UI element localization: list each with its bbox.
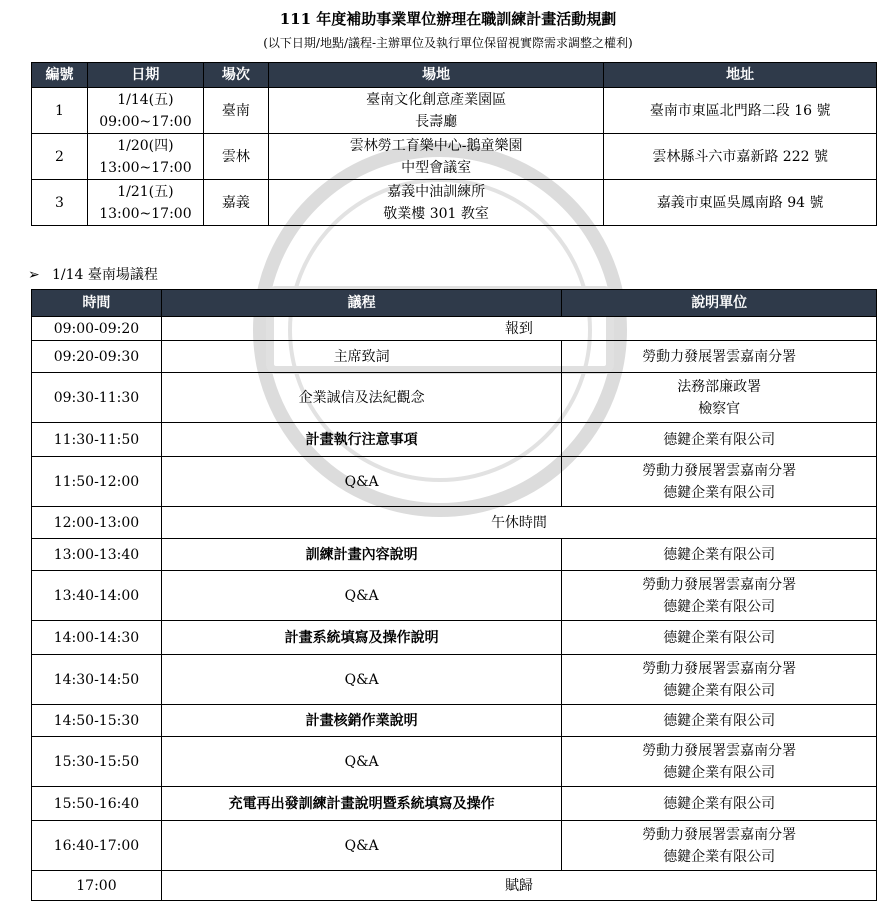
unit-line: 德鍵企業有限公司: [663, 848, 776, 865]
cell-item: 計畫執行注意事項: [161, 423, 562, 457]
cell-time: 14:50-15:30: [32, 705, 162, 737]
cell-unit: [562, 821, 877, 871]
cell-time: 09:00-09:20: [32, 317, 162, 341]
unit-line: 法務部廉政署: [677, 378, 762, 395]
cell-item: Q&A: [161, 821, 562, 871]
col-header-time: 時間: [32, 290, 162, 317]
unit-line: 德鍵企業有限公司: [663, 484, 776, 501]
table-row: [32, 88, 877, 134]
cell-session: 嘉義: [203, 180, 268, 226]
agenda-body: [32, 317, 877, 901]
cell-item: 計畫系統填寫及操作說明: [161, 621, 562, 655]
cell-no: 3: [32, 180, 88, 226]
agenda-heading: [28, 264, 158, 284]
table-row: [32, 821, 877, 871]
unit-line: 德鍵企業有限公司: [663, 682, 776, 699]
agenda-table: [31, 289, 877, 901]
table-row: [32, 317, 877, 341]
unit-line: 勞動力發展署雲嘉南分署: [642, 742, 797, 759]
table-row: [32, 621, 877, 655]
cell-item: 充電再出發訓練計畫說明暨系統填寫及操作: [161, 787, 562, 821]
cell-time: 09:20-09:30: [32, 341, 162, 373]
venue-room: 敬業樓 301 教室: [383, 205, 489, 222]
cell-time: 09:30-11:30: [32, 373, 162, 423]
cell-item: 訓練計畫內容說明: [161, 539, 562, 571]
agenda-table-header: [32, 290, 877, 317]
unit-line: 德鍵企業有限公司: [663, 629, 776, 646]
cell-time: 15:30-15:50: [32, 737, 162, 787]
cell-time: 12:00-13:00: [32, 507, 162, 539]
cell-item: Q&A: [161, 457, 562, 507]
cell-time: 17:00: [32, 871, 162, 901]
cell-unit: [562, 705, 877, 737]
cell-session: 臺南: [203, 88, 268, 134]
unit-line: 德鍵企業有限公司: [663, 764, 776, 781]
unit-line: 勞動力發展署雲嘉南分署: [642, 576, 797, 593]
cell-item: 報到: [161, 317, 876, 341]
cell-time: 16:40-17:00: [32, 821, 162, 871]
page-title: 111 年度補助事業單位辦理在職訓練計畫活動規劃: [279, 10, 617, 28]
cell-time: 13:00-13:40: [32, 539, 162, 571]
venue-table-header: [32, 63, 877, 88]
venue-name: 雲林勞工育樂中心-鵝童樂園: [349, 137, 523, 154]
unit-line: 德鍵企業有限公司: [663, 598, 776, 615]
table-row: [32, 571, 877, 621]
cell-item: 賦歸: [161, 871, 876, 901]
cell-time: 15:50-16:40: [32, 787, 162, 821]
agenda-heading-text: 1/14 臺南場議程: [52, 267, 158, 283]
table-row: [32, 655, 877, 705]
unit-line: 勞動力發展署雲嘉南分署: [642, 348, 797, 365]
table-row: [32, 457, 877, 507]
cell-no: 1: [32, 88, 88, 134]
date-text: 1/20(四): [117, 137, 174, 154]
cell-unit: [562, 373, 877, 423]
cell-date: [87, 134, 203, 180]
time-text: 09:00~17:00: [99, 113, 192, 130]
arrow-bullet-icon: ➢: [28, 267, 40, 283]
unit-line: 德鍵企業有限公司: [663, 712, 776, 729]
venue-name: 臺南文化創意產業園區: [366, 91, 507, 108]
cell-item: 企業誠信及法紀觀念: [161, 373, 562, 423]
cell-item: 計畫核銷作業說明: [161, 705, 562, 737]
cell-unit: [562, 571, 877, 621]
cell-date: [87, 180, 203, 226]
col-header-unit: 說明單位: [562, 290, 877, 317]
table-row: [32, 787, 877, 821]
table-row: [32, 341, 877, 373]
table-row: [32, 423, 877, 457]
table-row: [32, 871, 877, 901]
cell-item: Q&A: [161, 737, 562, 787]
cell-unit: [562, 423, 877, 457]
cell-time: 11:30-11:50: [32, 423, 162, 457]
col-header-item: 議程: [161, 290, 562, 317]
unit-line: 勞動力發展署雲嘉南分署: [642, 462, 797, 479]
col-header-address: 地址: [604, 63, 877, 88]
cell-unit: [562, 341, 877, 373]
cell-time: 14:30-14:50: [32, 655, 162, 705]
venue-room: 中型會議室: [401, 159, 472, 176]
cell-time: 11:50-12:00: [32, 457, 162, 507]
table-row: [32, 737, 877, 787]
table-row: [32, 507, 877, 539]
cell-unit: [562, 539, 877, 571]
venue-name: 嘉義中油訓練所: [387, 183, 486, 200]
cell-address: 臺南市東區北門路二段 16 號: [604, 88, 877, 134]
page-subtitle: (以下日期/地點/議程-主辦單位及執行單位保留視實際需求調整之權利): [263, 36, 633, 50]
cell-address: 嘉義市東區吳鳳南路 94 號: [604, 180, 877, 226]
cell-unit: [562, 457, 877, 507]
col-header-venue: 場地: [268, 63, 604, 88]
cell-no: 2: [32, 134, 88, 180]
table-row: [32, 373, 877, 423]
cell-venue: [268, 88, 604, 134]
col-header-date: 日期: [87, 63, 203, 88]
cell-item: 主席致詞: [161, 341, 562, 373]
cell-venue: [268, 134, 604, 180]
date-text: 1/21(五): [117, 183, 174, 200]
table-row: [32, 134, 877, 180]
cell-address: 雲林縣斗六市嘉新路 222 號: [604, 134, 877, 180]
cell-time: 14:00-14:30: [32, 621, 162, 655]
venue-table: [31, 62, 877, 226]
cell-item: 午休時間: [161, 507, 876, 539]
unit-line: 德鍵企業有限公司: [663, 546, 776, 563]
col-header-no: 編號: [32, 63, 88, 88]
cell-unit: [562, 787, 877, 821]
date-text: 1/14(五): [117, 91, 174, 108]
unit-line: 德鍵企業有限公司: [663, 795, 776, 812]
table-row: [32, 180, 877, 226]
cell-unit: [562, 655, 877, 705]
cell-session: 雲林: [203, 134, 268, 180]
venue-room: 長壽廳: [415, 113, 458, 130]
unit-line: 勞動力發展署雲嘉南分署: [642, 826, 797, 843]
time-text: 13:00~17:00: [99, 205, 192, 222]
table-row: [32, 705, 877, 737]
cell-item: Q&A: [161, 571, 562, 621]
unit-line: 德鍵企業有限公司: [663, 431, 776, 448]
cell-item: Q&A: [161, 655, 562, 705]
unit-line: 檢察官: [698, 400, 741, 417]
cell-unit: [562, 621, 877, 655]
time-text: 13:00~17:00: [99, 159, 192, 176]
cell-unit: [562, 737, 877, 787]
col-header-session: 場次: [203, 63, 268, 88]
cell-venue: [268, 180, 604, 226]
cell-date: [87, 88, 203, 134]
unit-line: 勞動力發展署雲嘉南分署: [642, 660, 797, 677]
cell-time: 13:40-14:00: [32, 571, 162, 621]
table-row: [32, 539, 877, 571]
